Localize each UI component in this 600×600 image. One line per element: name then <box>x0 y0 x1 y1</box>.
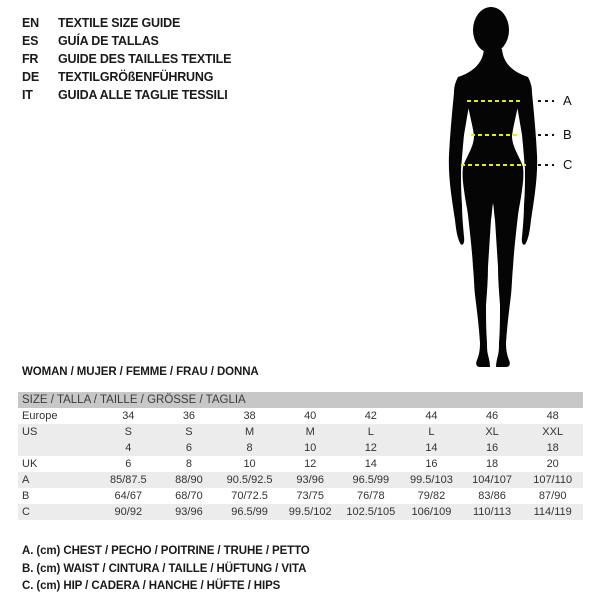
lang-code: ES <box>22 34 39 48</box>
lang-row-fr <box>22 50 231 68</box>
size-cell: 68/70 <box>175 490 203 502</box>
lang-code: DE <box>22 70 39 84</box>
size-cell: 83/86 <box>478 490 506 502</box>
size-cell: 90/92 <box>98 504 159 520</box>
size-cell: 4 <box>98 440 159 456</box>
size-cell: 10 <box>243 458 256 470</box>
size-table-row <box>18 424 583 440</box>
size-cell: 6 <box>159 440 220 456</box>
chest-label: A <box>563 93 572 108</box>
size-cell: 36 <box>182 410 196 422</box>
lang-label: GUÍA DE TALLAS <box>58 34 159 48</box>
size-cell: 48 <box>546 410 559 422</box>
size-cell: L <box>401 424 462 440</box>
lang-code: EN <box>22 16 39 30</box>
size-table-row <box>18 408 583 424</box>
chest-pointer-line <box>538 100 554 102</box>
lang-row-es <box>22 32 231 50</box>
size-cell: 18 <box>485 458 499 470</box>
size-cell: 44 <box>425 410 438 422</box>
size-row-label: C <box>18 504 98 520</box>
legend-chest: A. (cm) CHEST / PECHO / POITRINE / TRUHE / PETTO <box>22 545 310 557</box>
size-table-row <box>18 504 583 520</box>
size-cell: 42 <box>364 410 377 422</box>
section-title-woman: WOMAN / MUJER / FEMME / FRAU / DONNA <box>22 366 259 378</box>
size-table-header: SIZE / TALLA / TAILLE / GRÖSSE / TAGLIA <box>18 392 583 408</box>
legend-waist: B. (cm) WAIST / CINTURA / TAILLE / HÜFTUNG / VITA <box>22 562 307 575</box>
hip-pointer-line <box>538 164 554 166</box>
size-cell: 114/119 <box>522 504 583 520</box>
size-cell: 8 <box>185 458 192 470</box>
woman-silhouette-figure <box>428 5 558 370</box>
size-table-row <box>18 440 583 456</box>
size-cell: 46 <box>485 410 499 422</box>
waist-pointer-line <box>538 134 554 136</box>
language-list <box>22 14 231 104</box>
lang-row-it <box>22 86 231 104</box>
size-row-label: US <box>18 424 98 440</box>
size-cell: 104/107 <box>462 472 523 488</box>
size-cell: M <box>219 424 280 440</box>
size-cell: 10 <box>280 440 341 456</box>
chest-measure-line <box>467 100 523 102</box>
size-cell: 106/109 <box>401 504 462 520</box>
size-cell: 85/87.5 <box>98 472 159 488</box>
size-cell: 93/96 <box>159 504 220 520</box>
hip-label: C <box>563 157 573 172</box>
size-cell: 6 <box>125 458 132 470</box>
lang-label: GUIDA ALLE TAGLIE TESSILI <box>58 88 228 102</box>
lang-row-de <box>22 68 231 86</box>
size-table-row <box>18 456 583 472</box>
size-row-label: Europe <box>22 410 58 422</box>
hip-measure-line <box>461 164 526 166</box>
size-table-row <box>18 488 583 504</box>
size-cell: S <box>159 424 220 440</box>
size-cell: 16 <box>462 440 523 456</box>
size-cell: L <box>341 424 402 440</box>
size-table <box>18 392 583 520</box>
size-cell: 38 <box>243 410 256 422</box>
lang-code: FR <box>22 52 39 66</box>
size-cell: 16 <box>425 458 438 470</box>
size-cell: 110/113 <box>462 504 523 520</box>
legend-hip: C. (cm) HIP / CADERA / HANCHE / HÜFTE / HIPS <box>22 580 281 592</box>
size-cell: 14 <box>364 458 377 470</box>
size-row-label <box>18 440 98 456</box>
size-table-head <box>18 392 583 408</box>
measurement-legend <box>22 543 310 596</box>
size-table-header-row <box>18 392 583 408</box>
size-cell: 93/96 <box>280 472 341 488</box>
size-table-row <box>18 472 583 488</box>
size-cell: M <box>280 424 341 440</box>
size-cell: 76/78 <box>357 490 385 502</box>
size-cell: 70/72.5 <box>231 490 268 502</box>
size-table-body <box>18 408 583 520</box>
lang-code: IT <box>22 88 33 102</box>
size-row-label: UK <box>22 458 38 470</box>
lang-label: GUIDE DES TAILLES TEXTILE <box>58 52 232 66</box>
size-cell: XL <box>462 424 523 440</box>
size-cell: 88/90 <box>159 472 220 488</box>
size-cell: 64/67 <box>114 490 143 502</box>
lang-label: TEXTILGRÖßENFÜHRUNG <box>58 70 214 84</box>
size-cell: 99.5/102 <box>280 504 341 520</box>
size-cell: 8 <box>219 440 280 456</box>
size-cell: 107/110 <box>522 472 583 488</box>
size-cell: 73/75 <box>296 490 324 502</box>
size-cell: 99.5/103 <box>401 472 462 488</box>
size-cell: 20 <box>546 458 559 470</box>
size-cell: 12 <box>341 440 402 456</box>
size-cell: XXL <box>522 424 583 440</box>
size-row-label: B <box>22 490 30 502</box>
woman-silhouette-icon <box>428 5 558 370</box>
size-cell: 18 <box>522 440 583 456</box>
lang-row-en <box>22 14 231 32</box>
waist-measure-line <box>471 134 519 136</box>
lang-label: TEXTILE SIZE GUIDE <box>58 16 181 30</box>
size-cell: 87/90 <box>538 490 567 502</box>
size-cell: 34 <box>122 410 135 422</box>
size-row-label: A <box>18 472 98 488</box>
size-cell: S <box>98 424 159 440</box>
waist-label: B <box>563 127 572 142</box>
size-cell: 96.5/99 <box>341 472 402 488</box>
size-cell: 90.5/92.5 <box>219 472 280 488</box>
size-cell: 12 <box>304 458 317 470</box>
size-cell: 14 <box>401 440 462 456</box>
size-cell: 96.5/99 <box>219 504 280 520</box>
size-cell: 102.5/105 <box>341 504 402 520</box>
size-cell: 40 <box>304 410 317 422</box>
size-cell: 79/82 <box>417 490 446 502</box>
